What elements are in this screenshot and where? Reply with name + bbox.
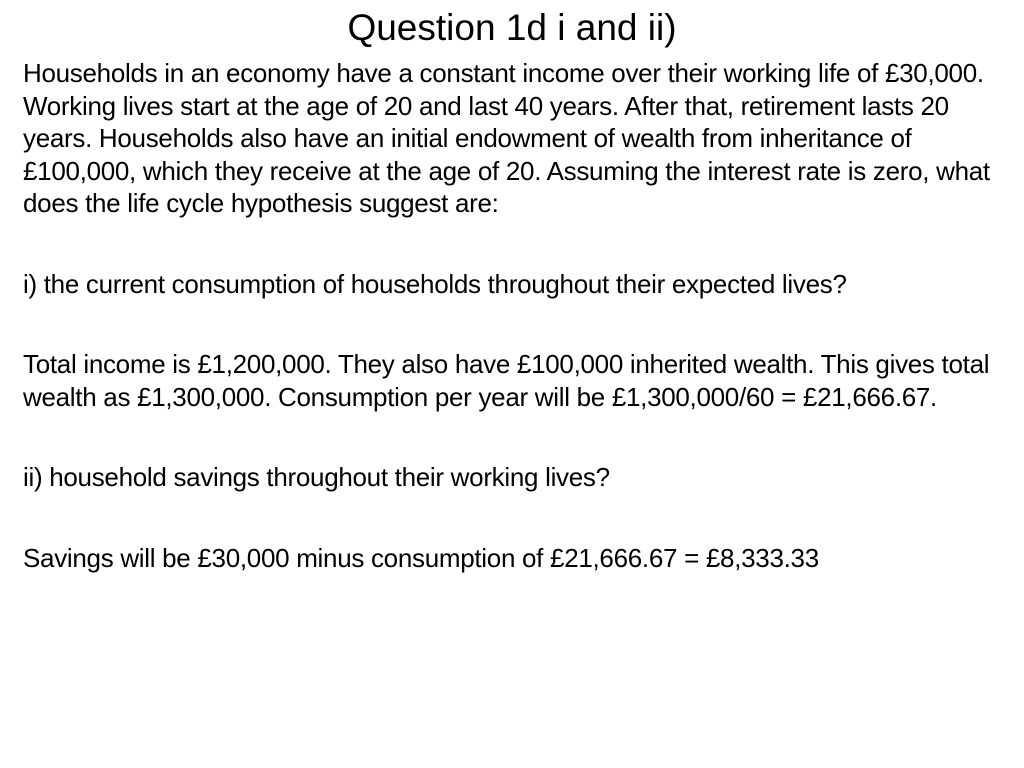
- question-part-ii: ii) household savings throughout their working lives?: [23, 462, 610, 492]
- slide-title: Question 1d i and ii): [347, 7, 677, 48]
- question-part-i: i) the current consumption of households throughout their expected lives?: [23, 268, 847, 299]
- question-text: Households in an economy have a constant income over their working life of £30,000. Working lives start at the age of 20 and last 40 years. After that, retirement lasts 20 years. Households also have an initial endowment of wealth from inheritance of £100,000, which they receive at the age of 20. Assuming the interest rate is zero, what does the life cycle hypothesis suggest are:: [23, 58, 990, 218]
- slide-body: [23, 57, 1008, 574]
- answer-part-i: Total income is £1,200,000. They also have £100,000 inherited wealth. This gives total wealth as £1,300,000. Consumption per year will be £1,300,000/60 = £21,666.67.: [23, 349, 990, 412]
- answer-part-ii: Savings will be £30,000 minus consumption of £21,666.67 = £8,333.33: [23, 542, 819, 573]
